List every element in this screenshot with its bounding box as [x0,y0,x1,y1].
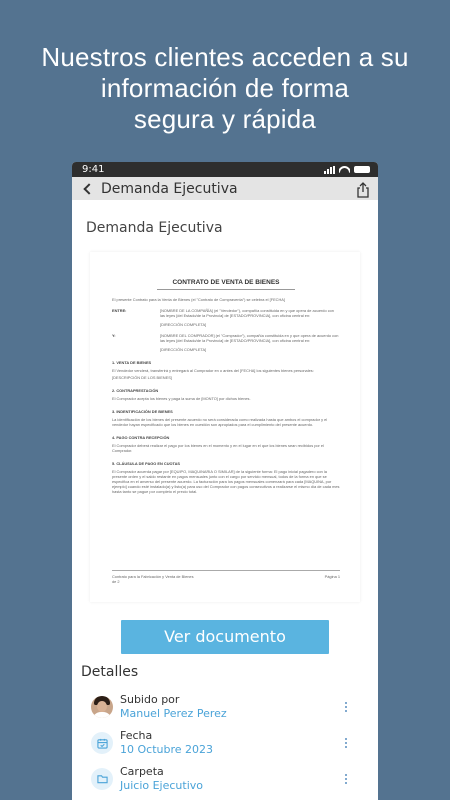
headline-line-1: Nuestros clientes acceden a su [41,42,409,72]
doc-section-1: 1. VENTA DE BIENES [112,360,152,365]
doc-footer-left: Contrato para la Fabricación y Venta de Bienes de 2 [112,574,194,584]
doc-dir2-row [112,347,340,352]
doc-section-4-text: El Comprador deberá realizar el pago por los bienes en el momento y en el lugar en el que los bienes sean recibidos por el Comprador. [112,443,324,453]
status-icons [324,166,370,174]
doc-section-4: 4. PAGO CONTRA RECEPCIÓN [112,435,170,440]
doc-footer [112,570,340,584]
status-bar [72,162,378,177]
share-icon[interactable] [356,182,370,196]
detail-uploaded-by[interactable] [86,692,357,722]
document-preview[interactable] [90,252,360,602]
detail-value: 10 Octubre 2023 [120,743,214,756]
signal-icon [324,166,335,174]
doc-section-2: 2. CONTRAPRESTACIÓN [112,388,159,393]
avatar [91,696,113,718]
battery-icon [354,166,370,173]
detail-text [120,729,343,757]
doc-section-2-text: El Comprador acepta los bienes y paga la suma de [MONTO] por dichos bienes. [112,396,251,401]
document-heading: Demanda Ejecutiva [86,220,223,236]
doc-title: CONTRATO DE VENTA DE BIENES [172,279,280,286]
doc-section-3-text: La identificación de los bienes del presente acuerdo no será considerada como realizada hasta que ambos el comprador y el vendedor hayan especificado que los bienes en cuestión son apropiados para el cumplimiento del presente acuerdo. [112,417,328,427]
folder-icon [91,768,113,790]
view-document-button[interactable]: Ver documento [121,620,329,654]
doc-entre-text: [NOMBRE DE LA COMPAÑÍA] (el "Vendedor"), compañía constituida en y que opera de acuerdo con las leyes [del Estado/de la Provincia] de [ESTADO/PROVINCIA], con oficina central en: [160,308,334,318]
status-time: 9:41 [82,164,105,175]
doc-y-text: [NOMBRE DEL COMPRADOR] (el "Comprador"), compañía constituida en y que opera de acuerdo con las leyes [del Estado/de la Provincia] de [ESTADO/PROVINCIA], con oficina central en: [160,333,339,343]
nav-title: Demanda Ejecutiva [101,180,238,197]
headline-line-3: segura y rápida [133,104,317,134]
doc-section-5: 5. CLÁUSULA DE PAGO EN CUOTAS [112,461,181,466]
doc-dir1-row [112,322,340,327]
doc-section-3: 3. INDENTIFICACIÓN DE BIENES [112,409,173,414]
doc-divider [157,289,295,290]
detail-value: Juicio Ejecutivo [120,779,204,792]
more-options-icon[interactable] [343,774,349,784]
detail-folder[interactable] [86,764,357,794]
detail-date[interactable] [86,728,357,758]
doc-footer-page: Página 1 [324,574,340,579]
doc-dir2: [DIRECCIÓN COMPLETA] [160,347,207,352]
doc-entre-row [112,308,340,318]
detail-value: Manuel Perez Perez [120,707,227,720]
doc-y-label: Y: [112,333,116,338]
detail-text [120,765,343,793]
wifi-icon [339,166,350,174]
doc-section-1-text: El Vendedor venderá, transferirá y entregará al Comprador en o antes del [FECHA] los siguientes bienes personales: [112,368,314,373]
doc-intro: El presente Contrato para la Venta de Bienes (el "Contrato de Compraventa") se celebra el [FECHA] [112,297,285,302]
doc-section-5-text: El Comprador acuerda pagar por [EQUIPO, MAQUINARIA O SIMILAR] de la siguiente forma: El pago inicial pagadero con la presente orden y el saldo restante en pagos mensuales junto con el cargo por servicio mensual, todos de la forma en que se especifica en el anverso del presente acuerdo. La facturación para los pagos mensuales comenzará para cada [MAQUINA, por ejemplo] cuando esté instalado(a) y listo(a) para uso del Comprador con pagos consecutivos a realizarse el mismo día de cada mes hasta tanto se pague por completo el precio total. [112,469,340,494]
calendar-icon [91,732,113,754]
detail-text [120,693,343,721]
doc-y-row [112,333,340,343]
detail-label: Subido por [120,693,180,706]
back-arrow-icon[interactable] [83,183,94,194]
more-options-icon[interactable] [343,702,349,712]
details-title: Detalles [81,664,139,680]
promo-headline [0,42,450,135]
headline-line-2: información de forma [100,73,350,103]
detail-label: Fecha [120,729,153,742]
detail-label: Carpeta [120,765,164,778]
doc-entre-label: ENTRE: [112,308,127,313]
doc-section-1-desc: [DESCRIPCIÓN DE LOS BIENES] [112,375,172,380]
nav-bar [72,177,378,200]
nav-left [82,181,238,197]
doc-dir1: [DIRECCIÓN COMPLETA] [160,322,207,327]
more-options-icon[interactable] [343,738,349,748]
